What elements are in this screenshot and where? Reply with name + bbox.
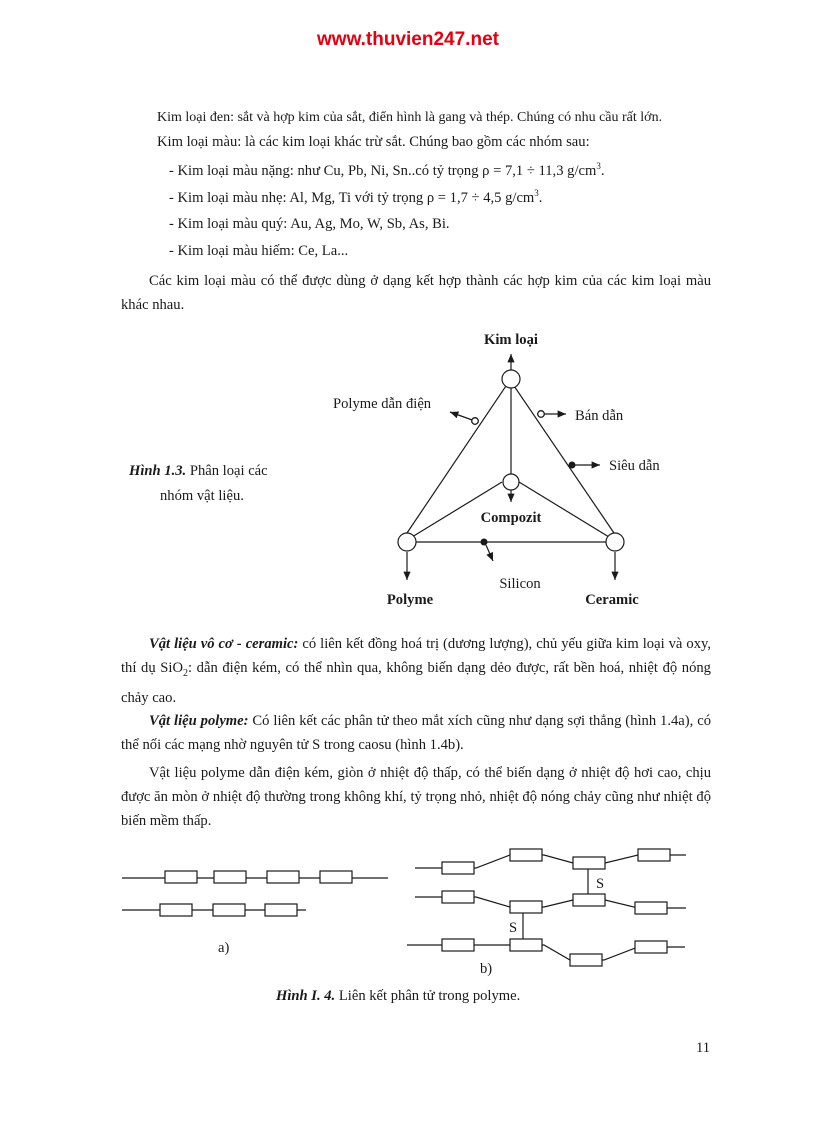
figure-1-3-caption: Hình 1.3. Phân loại các [129, 463, 268, 479]
silicon-label: Silicon [499, 576, 541, 592]
metal-node [502, 370, 520, 388]
metal-label: Kim loại [484, 332, 538, 348]
precious-metals-line: - Kim loại màu quý: Au, Ag, Mo, W, Sb, As, Bi. [169, 216, 450, 232]
silicon-arrow [486, 545, 493, 561]
chain-a-2 [122, 904, 306, 916]
light-metals-line: - Kim loại màu nhẹ: Al, Mg, Ti với tỷ trọng ρ = 1,7 ÷ 4,5 $g/cm^3$. [169, 188, 543, 206]
composite-node [503, 474, 519, 490]
rare-metals-line: - Kim loại màu hiếm: Ce, La... [169, 243, 349, 259]
semiconductor-point [538, 411, 545, 418]
ceramic-label: Ceramic [585, 592, 639, 608]
label-b: b) [480, 961, 493, 977]
label-a: a) [218, 940, 230, 956]
nonferrous-intro-line: Kim loại màu: là các kim loại khác trừ sắt. Chúng bao gồm các nhóm sau: [157, 134, 590, 150]
ceramic-paragraph: Vật liệu vô cơ - ceramic: có liên kết đồng hoá trị (dương lượng), chủ yếu giữa kim loại và oxy, thí dụ SiO$_2$: dẫn điện kém, có thể nhìn qua, không biến dạng dẻo được, rất bền hoá, nhiệt độ nóng chảy cao. [121, 636, 711, 706]
materials-classification-diagram [300, 320, 680, 620]
polymer-properties-paragraph: Vật liệu polyme dẫn điện kém, giòn ở nhiệt độ thấp, có thể biến dạng ở nhiệt độ hơi cao, chịu được ăn mòn ở nhiệt độ thường trong không khí, tỷ trọng nhỏ, nhiệt độ nóng chảy cũng như nhiệt độ biến mềm thấp. [121, 765, 711, 829]
site-watermark[interactable]: www.thuvien247.net [317, 29, 499, 50]
polymer-node [398, 533, 416, 551]
figure-1-3-caption-line2: nhóm vật liệu. [160, 488, 244, 504]
ceramic-node [606, 533, 624, 551]
sulfur-label-bottom: S [509, 920, 518, 936]
conductive-polymer-label: Polyme dẫn điện [333, 396, 432, 412]
polymer-paragraph: Vật liệu polyme: Có liên kết các phân tử theo mắt xích cũng như dạng sợi thẳng (hình 1.4a), có thể nối các mạng nhờ nguyên tử S trong caosu (hình 1.4b). [121, 713, 711, 753]
conductive-polymer-arrow [450, 412, 475, 421]
chain-b-1 [415, 849, 686, 874]
silicon-point [481, 539, 488, 546]
composite-label: Compozit [480, 510, 542, 526]
page-number: 11 [696, 1040, 711, 1056]
superconductor-point [569, 462, 576, 469]
chain-b-3 [407, 939, 685, 966]
polymer-bonding-diagram [110, 840, 710, 990]
chain-b-2 [415, 891, 686, 914]
chain-a-1 [122, 871, 388, 883]
ferrous-metals-line: Kim loại đen: sắt và hợp kim của sắt, điển hình là gang và thép. Chúng có nhu cầu rất lớn. [157, 110, 663, 125]
sulfur-label-top: S [596, 876, 605, 892]
semiconductor-label: Bán dẫn [575, 408, 624, 424]
superconductor-label: Siêu dẫn [609, 458, 660, 474]
conductive-polymer-point [472, 418, 479, 425]
metal-combination-paragraph: Các kim loại màu có thể được dùng ở dạng kết hợp thành các hợp kim của các kim loại màu khác nhau. [121, 273, 711, 313]
heavy-metals-line: - Kim loại màu nặng: như Cu, Pb, Ni, Sn..có tỷ trọng ρ = 7,1 ÷ 11,3 $g/cm^3$. [169, 161, 605, 179]
polymer-label: Polyme [386, 592, 434, 608]
figure-1-4-caption: Hình I. 4. Liên kết phân tử trong polyme. [276, 988, 521, 1004]
